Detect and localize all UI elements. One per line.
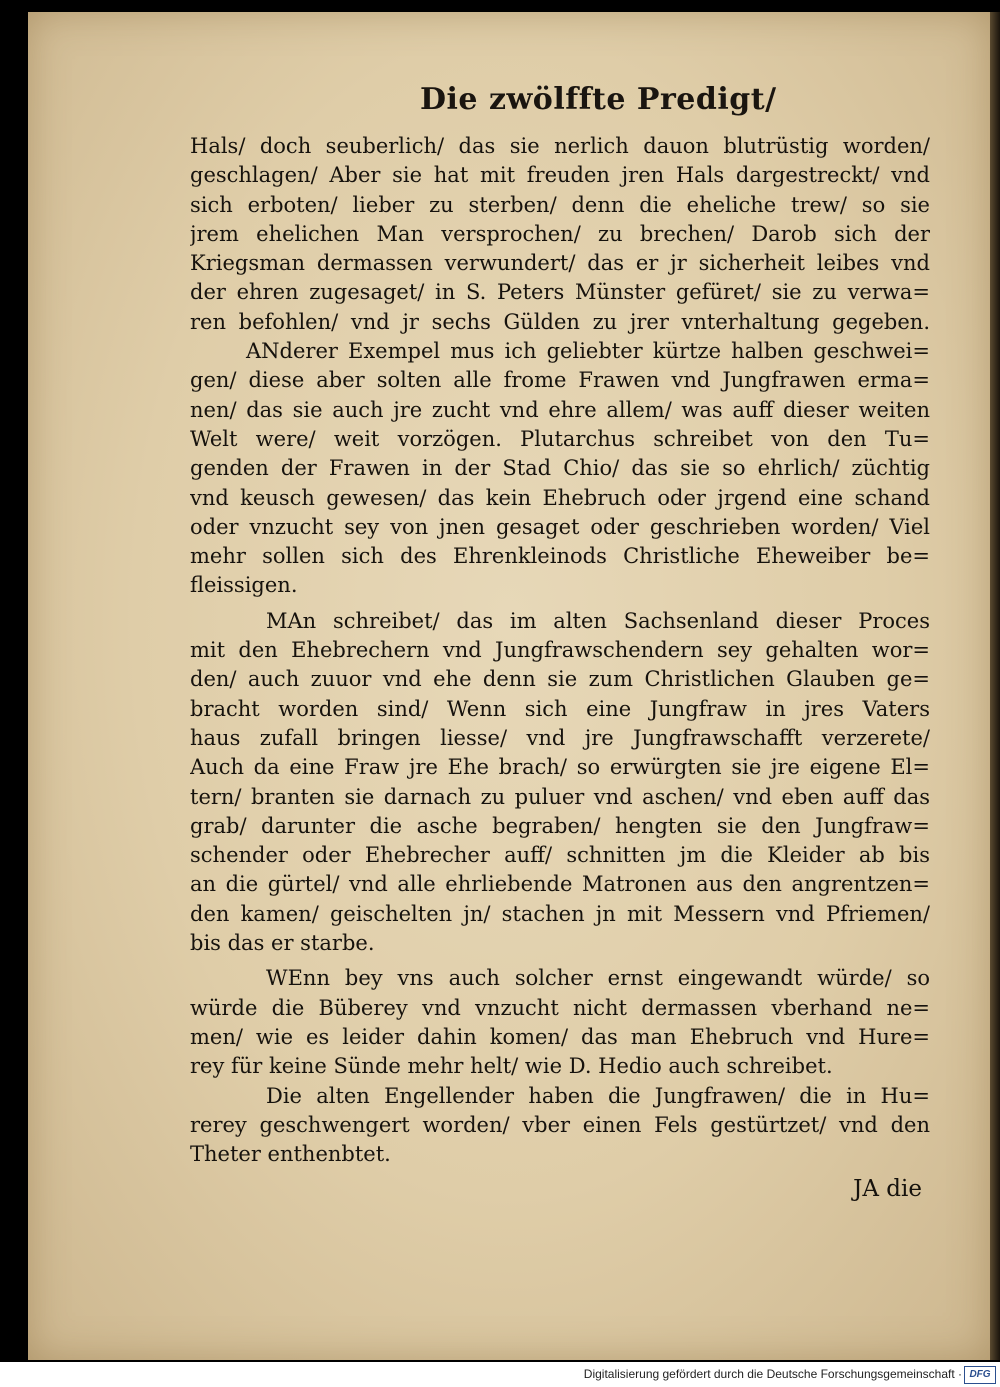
text-line: Kriegsman dermassen verwundert/ das er jr sicherheit leibes vnd [190,251,930,276]
text-line: Theter enthenbtet. [190,1142,391,1167]
footer-bar [0,1362,1000,1387]
text-line: den/ auch zuuor vnd ehe denn sie zum Christlichen Glauben ge= [190,667,930,692]
text-line: Hals/ doch seuberlich/ das sie nerlich dauon blutrüstig worden/ [190,134,930,158]
text-line: men/ wie es leider dahin komen/ das man Ehebruch vnd Hure= [190,1024,930,1049]
text-line: rerey geschwengert worden/ vber einen Fels gestürtzet/ vnd den [190,1112,930,1137]
text-line: MAn schreibet/ das im alten Sachsenland dieser Proces [266,608,930,633]
text-line: WEnn bey vns auch solcher ernst eingewandt würde/ so [266,966,930,991]
text-line: oder vnzucht sey von jnen gesaget oder geschrieben worden/ Viel [190,514,930,539]
body-text [190,132,930,1169]
text-line: mehr sollen sich des Ehrenkleinods Christliche Eheweiber be= [190,544,930,569]
text-line: bracht worden sind/ Wenn sich eine Jungfraw in jres Vaters [190,696,930,721]
text-line: nen/ das sie auch jre zucht vnd ehre allem/ was auff dieser weiten [190,397,930,422]
text-line: der ehren zugesaget/ in S. Peters Münster gefüret/ sie zu verwa= [190,280,930,305]
text-line: gen/ diese aber solten alle frome Frawen vnd Jungfrawen erma= [190,368,930,393]
text-line: schender oder Ehebrecher auff/ schnitten jm die Kleider ab bis [190,843,930,868]
text-line: geschlagen/ Aber sie hat mit freuden jren Hals dargestreckt/ vnd [190,163,930,188]
text-line: vnd keusch gewesen/ das kein Ehebruch oder jrgend eine schand [190,485,930,510]
running-head: Die zwölffte Predigt/ [420,82,777,117]
text-line: sich erboten/ lieber zu sterben/ denn die eheliche trew/ so sie [190,192,930,217]
text-line: an die gürtel/ vnd alle ehrliebende Matronen aus den angrentzen= [190,872,930,897]
text-line: Auch da eine Fraw jre Ehe brach/ so erwürgten sie jre eigene El= [190,755,930,780]
text-line: ANderer Exempel mus ich geliebter kürtze halben geschwei= [246,339,930,364]
text-line: haus zufall bringen liesse/ vnd jre Jungfrawschafft verzerete/ [190,725,930,750]
text-line: Die alten Engellender haben die Jungfrawen/ die in Hu= [266,1083,930,1108]
catchword: JA die [853,1176,922,1202]
text-line: fleissigen. [190,573,298,598]
text-line: bis das er starbe. [190,931,375,956]
text-line: mit den Ehebrechern vnd Jungfrawschendern sey gehalten wor= [190,638,930,663]
text-line: den kamen/ geischelten jn/ stachen jn mit Messern vnd Pfriemen/ [190,901,930,926]
text-line: genden der Frawen in der Stad Chio/ das sie so ehrlich/ züchtig [190,456,930,481]
text-line: grab/ darunter die asche begraben/ hengten sie den Jungfraw= [190,813,930,838]
text-line: ren befohlen/ vnd jr sechs Gülden zu jrer vnterhaltung gegeben. [190,309,930,334]
book-edge [990,12,1000,1360]
dfg-logo: DFG [964,1366,996,1384]
funding-credit: Digitalisierung gefördert durch die Deutsche Forschungsgemeinschaft · [583,1367,962,1381]
text-line: jrem ehelichen Man versprochen/ zu brechen/ Darob sich der [190,221,930,246]
text-line: würde die Büberey vnd vnzucht nicht dermassen vberhand ne= [190,995,930,1020]
text-line: Welt were/ weit vorzögen. Plutarchus schreibet von den Tu= [190,426,930,451]
text-line: rey für keine Sünde mehr helt/ wie D. Hedio auch schreibet. [190,1054,833,1079]
text-line: tern/ branten sie darnach zu puluer vnd aschen/ vnd eben auff das [190,784,930,809]
